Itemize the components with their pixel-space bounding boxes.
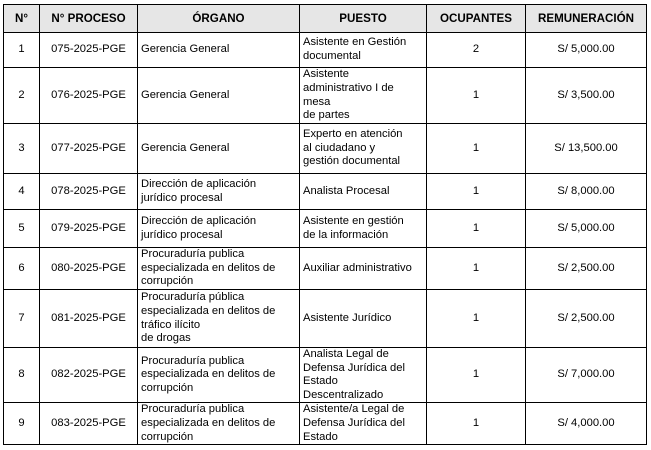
cell-remuneracion: S/ 4,000.00 [526, 403, 647, 445]
header-organo: ÓRGANO [138, 5, 300, 33]
cell-ocupantes: 1 [427, 174, 526, 210]
cell-organo: Procuraduría pública especializada en delitos de tráfico ilícito de drogas [138, 290, 300, 348]
cell-remuneracion: S/ 8,000.00 [526, 174, 647, 210]
cell-ocupantes: 2 [427, 33, 526, 68]
cell-puesto: Asistente Jurídico [300, 290, 427, 348]
cell-proceso: 080-2025-PGE [40, 248, 138, 290]
cell-organo: Gerencia General [138, 68, 300, 124]
header-puesto: PUESTO [300, 5, 427, 33]
cell-organo: Procuraduría publica especializada en delitos de corrupción [138, 348, 300, 403]
table-row [4, 348, 647, 403]
table-header [4, 5, 647, 33]
cell-numero: 9 [4, 403, 40, 445]
cell-organo: Procuraduría publica especializada en delitos de corrupción [138, 403, 300, 445]
cell-puesto: Analista Procesal [300, 174, 427, 210]
cell-ocupantes: 1 [427, 348, 526, 403]
cell-remuneracion: S/ 5,000.00 [526, 210, 647, 248]
cell-remuneracion: S/ 5,000.00 [526, 33, 647, 68]
cell-puesto: Asistente/a Legal de Defensa Jurídica del Estado [300, 403, 427, 445]
table-row [4, 290, 647, 348]
cell-organo: Gerencia General [138, 33, 300, 68]
table-row [4, 68, 647, 124]
cell-remuneracion: S/ 3,500.00 [526, 68, 647, 124]
cell-proceso: 076-2025-PGE [40, 68, 138, 124]
cell-ocupantes: 1 [427, 210, 526, 248]
cell-ocupantes: 1 [427, 403, 526, 445]
cell-proceso: 075-2025-PGE [40, 33, 138, 68]
cell-proceso: 083-2025-PGE [40, 403, 138, 445]
header-remuneracion: REMUNERACIÓN [526, 5, 647, 33]
table-body [4, 33, 647, 445]
table-row [4, 33, 647, 68]
cell-organo: Dirección de aplicación jurídico procesal [138, 210, 300, 248]
cell-remuneracion: S/ 13,500.00 [526, 124, 647, 174]
cell-numero: 5 [4, 210, 40, 248]
cell-puesto: Asistente administrativo I de mesa de partes [300, 68, 427, 124]
cell-proceso: 078-2025-PGE [40, 174, 138, 210]
cell-numero: 2 [4, 68, 40, 124]
cell-numero: 1 [4, 33, 40, 68]
cell-numero: 6 [4, 248, 40, 290]
cell-proceso: 082-2025-PGE [40, 348, 138, 403]
cell-puesto: Asistente en Gestión documental [300, 33, 427, 68]
header-row [4, 5, 647, 33]
cell-remuneracion: S/ 2,500.00 [526, 248, 647, 290]
cell-numero: 7 [4, 290, 40, 348]
cell-organo: Gerencia General [138, 124, 300, 174]
table-row [4, 210, 647, 248]
table-row [4, 174, 647, 210]
cell-organo: Procuraduría publica especializada en delitos de corrupción [138, 248, 300, 290]
cell-puesto: Asistente en gestión de la información [300, 210, 427, 248]
convocatoria-table-container [3, 4, 647, 445]
header-ocupantes: OCUPANTES [427, 5, 526, 33]
cell-proceso: 079-2025-PGE [40, 210, 138, 248]
cell-ocupantes: 1 [427, 248, 526, 290]
cell-puesto: Experto en atención al ciudadano y gestión documental [300, 124, 427, 174]
cell-proceso: 081-2025-PGE [40, 290, 138, 348]
table-row [4, 403, 647, 445]
cell-numero: 3 [4, 124, 40, 174]
cell-numero: 8 [4, 348, 40, 403]
cell-organo: Dirección de aplicación jurídico procesal [138, 174, 300, 210]
cell-remuneracion: S/ 2,500.00 [526, 290, 647, 348]
table-row [4, 248, 647, 290]
cell-puesto: Analista Legal de Defensa Jurídica del Estado Descentralizado [300, 348, 427, 403]
header-proceso: N° PROCESO [40, 5, 138, 33]
cell-puesto: Auxiliar administrativo [300, 248, 427, 290]
convocatoria-table [3, 4, 647, 445]
table-row [4, 124, 647, 174]
cell-remuneracion: S/ 7,000.00 [526, 348, 647, 403]
header-numero: N° [4, 5, 40, 33]
cell-ocupantes: 1 [427, 68, 526, 124]
cell-ocupantes: 1 [427, 290, 526, 348]
cell-numero: 4 [4, 174, 40, 210]
cell-ocupantes: 1 [427, 124, 526, 174]
cell-proceso: 077-2025-PGE [40, 124, 138, 174]
